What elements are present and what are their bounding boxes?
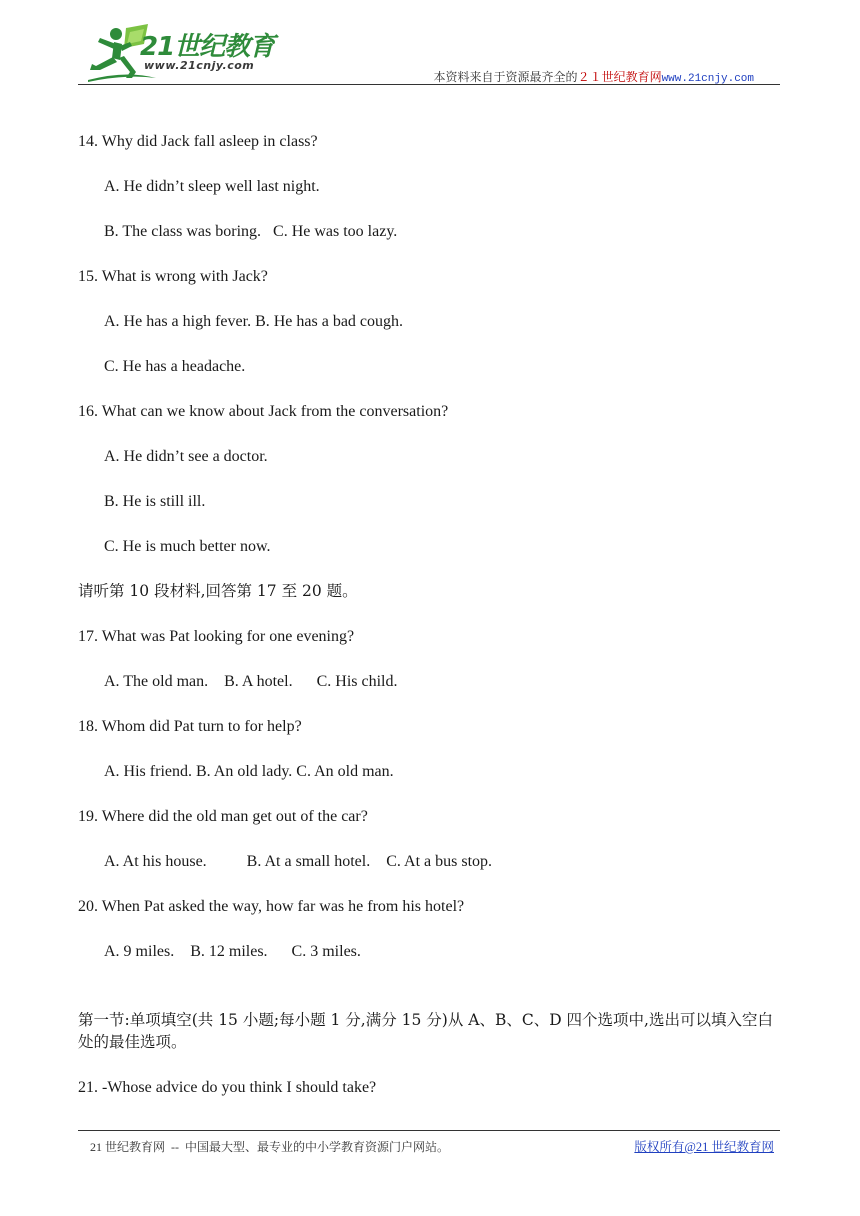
question-16-option-c: C. He is much better now. bbox=[104, 538, 271, 555]
question-19-options: A. At his house. B. At a small hotel. C. At a bus stop. bbox=[104, 853, 493, 870]
question-15-options-a-b: A. He has a high fever. B. He has a bad cough. bbox=[104, 313, 404, 330]
question-16-option-a: A. He didn’t see a doctor. bbox=[104, 448, 268, 465]
question-20: 20. When Pat asked the way, how far was he from his hotel? bbox=[78, 898, 465, 915]
question-16: 16. What can we know about Jack from the conversation? bbox=[78, 403, 449, 420]
listening-section-note: 请听第 10 段材料,回答第 17 至 20 题。 bbox=[78, 582, 358, 600]
logo-brand-text: 21世纪教育 bbox=[140, 32, 275, 62]
question-14-options-b-c: B. The class was boring. C. He was too lazy. bbox=[104, 223, 398, 240]
footer-site-description: 21 世纪教育网 -- 中国最大型、最专业的中小学教育资源门户网站。 bbox=[90, 1140, 449, 1154]
header-note-prefix: 本资料来自于资源最齐全的 bbox=[433, 70, 578, 84]
header-source-note bbox=[434, 68, 754, 85]
footer-divider bbox=[78, 1130, 780, 1131]
question-15: 15. What is wrong with Jack? bbox=[78, 268, 268, 285]
question-21: 21. -Whose advice do you think I should take? bbox=[78, 1079, 377, 1096]
question-18: 18. Whom did Pat turn to for help? bbox=[78, 718, 302, 735]
question-20-options: A. 9 miles. B. 12 miles. C. 3 miles. bbox=[104, 943, 361, 960]
header-note-url[interactable]: www.21cnjy.com bbox=[661, 73, 754, 85]
question-16-option-b: B. He is still ill. bbox=[104, 493, 206, 510]
question-14-option-a: A. He didn’t sleep well last night. bbox=[104, 178, 320, 195]
question-17-options: A. The old man. B. A hotel. C. His child. bbox=[104, 673, 398, 690]
footer-copyright-link[interactable]: 版权所有@21 世纪教育网 bbox=[634, 1140, 774, 1154]
question-15-option-c: C. He has a headache. bbox=[104, 358, 246, 375]
question-19: 19. Where did the old man get out of the car? bbox=[78, 808, 368, 825]
logo-url-text: www.21cnjy.com bbox=[144, 59, 255, 72]
question-17: 17. What was Pat looking for one evening? bbox=[78, 628, 355, 645]
header-note-site-name[interactable]: ２１世纪教育网 bbox=[577, 70, 662, 84]
header-divider bbox=[78, 84, 780, 85]
site-logo[interactable] bbox=[86, 22, 286, 84]
question-18-options: A. His friend. B. An old lady. C. An old man. bbox=[104, 763, 394, 780]
question-14: 14. Why did Jack fall asleep in class? bbox=[78, 133, 318, 150]
grammar-section-intro: 第一节:单项填空(共 15 小题;每小题 1 分,满分 15 分)从 A、B、C、D 四个选项中,选出可以填入空白处的最佳选项。 bbox=[78, 1011, 773, 1051]
